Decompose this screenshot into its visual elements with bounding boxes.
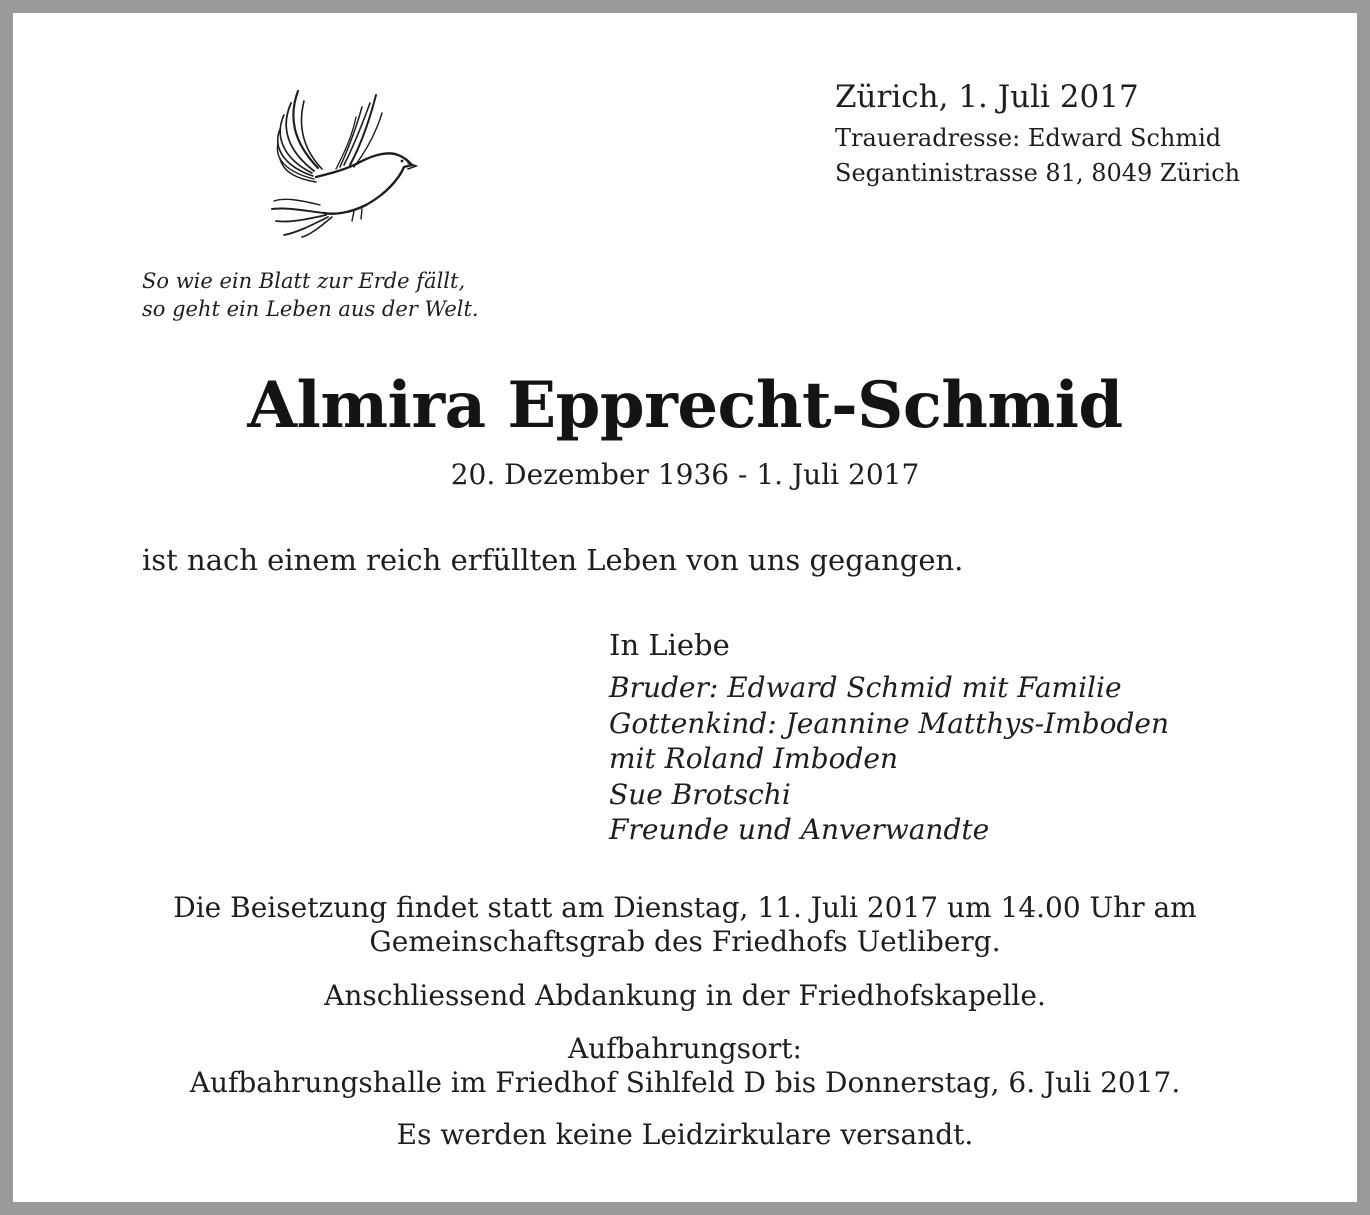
- mourner-line: Freunde und Anverwandte: [609, 813, 990, 846]
- life-dates: 20. Dezember 1936 - 1. Juli 2017: [450, 458, 920, 491]
- motto-verse: [142, 267, 479, 323]
- motto-line: so geht ein Leben aus der Welt.: [142, 297, 479, 321]
- mourning-address: [835, 121, 1240, 191]
- passing-statement: ist nach einem reich erfüllten Leben von uns gegangen.: [142, 543, 964, 577]
- signoff-label: In Liebe: [609, 628, 730, 662]
- burial-line: Die Beisetzung findet statt am Dienstag, 11. Juli 2017 um 14.00 Uhr am: [173, 891, 1197, 924]
- mourners-list: [609, 670, 1169, 848]
- address-line-name: Traueradresse: Edward Schmid: [835, 124, 1222, 152]
- place-date: Zürich, 1. Juli 2017: [835, 79, 1139, 115]
- mourner-line: mit Roland Imboden: [609, 742, 899, 775]
- motto-line: So wie ein Blatt zur Erde fällt,: [142, 269, 466, 293]
- burial-notice: [13, 891, 1357, 959]
- dove-icon: [258, 73, 418, 243]
- mourner-line: Sue Brotschi: [609, 777, 791, 811]
- service-notice: Anschliessend Abdankung in der Friedhofskapelle.: [324, 979, 1046, 1012]
- viewing-notice: [13, 1032, 1357, 1100]
- burial-line: Gemeinschaftsgrab des Friedhofs Uetliberg.: [369, 925, 1001, 958]
- circulars-notice: Es werden keine Leidzirkulare versandt.: [396, 1118, 974, 1151]
- address-line-street: Segantinistrasse 81, 8049 Zürich: [835, 159, 1241, 187]
- obituary-page: [13, 13, 1357, 1202]
- viewing-label: Aufbahrungsort:: [568, 1032, 802, 1065]
- viewing-text: Aufbahrungshalle im Friedhof Sihlfeld D bis Donnerstag, 6. Juli 2017.: [189, 1066, 1181, 1099]
- deceased-name: Almira Epprecht-Schmid: [247, 368, 1123, 443]
- mourner-line: Bruder: Edward Schmid mit Familie: [609, 671, 1122, 704]
- mourner-line: Gottenkind: Jeannine Matthys-Imboden: [609, 706, 1170, 740]
